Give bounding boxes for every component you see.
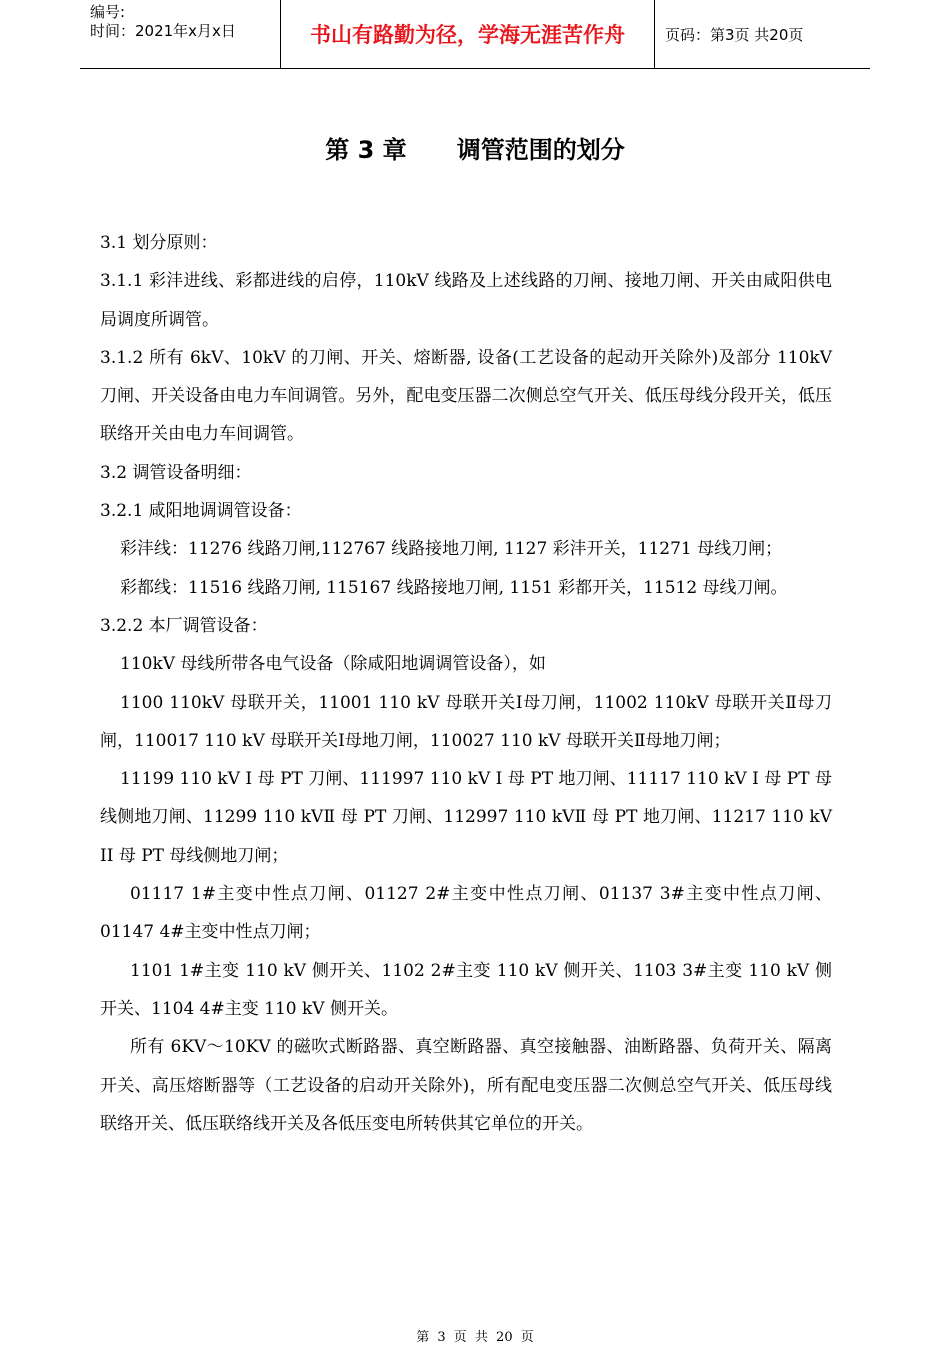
paragraph: 1100 110kV 母联开关，11001 110 kV 母联开关Ⅰ母刀闸，11002 110kV 母联开关Ⅱ母刀闸，110017 110 kV 母联开关Ⅰ母地刀闸，110027 110 kV 母联开关Ⅱ母地刀闸； [100,692,832,751]
paragraph: 110kV 母线所带各电气设备（除咸阳地调调管设备），如 [120,654,546,675]
paragraph: 1101 1#主变 110 kV 侧开关、1102 2#主变 110 kV 侧开关、1103 3#主变 110 kV 侧开关、1104 4#主变 110 kV 侧开关。 [100,960,832,1019]
header-meta-cell [80,0,281,68]
header-motto: 书山有路勤为径，学海无涯苦作舟 [281,0,655,68]
paragraph: 3.2.1 咸阳地调调管设备： [100,501,302,522]
paragraph: 所有 6KV～10KV 的磁吹式断路器、真空断路器、真空接触器、油断路器、负荷开关、隔离开关、高压熔断器等（工艺设备的启动开关除外)，所有配电变压器二次侧总空气开关、低压母线联络开关、低压联络线开关及各低压变电所转供其它单位的开关。 [100,1037,832,1134]
chapter-title: 第 3 章 调管范围的划分 [325,136,625,164]
page-header [80,0,870,69]
document-body [100,224,832,1143]
paragraph: 3.2.2 本厂调管设备： [100,615,268,636]
paragraph: 11199 110 kV I 母 PT 刀闸、111997 110 kV I 母 PT 地刀闸、11117 110 kV I 母 PT 母线侧地刀闸、11299 110 kVⅡ 母 PT 刀闸、112997 110 kVⅡ 母 PT 地刀闸、11217 110 kV II 母 PT 母线侧地刀闸； [100,769,832,866]
paragraph: 彩都线：11516 线路刀闸, 115167 线路接地刀闸, 1151 彩都开关，11512 母线刀闸。 [120,577,788,598]
serial-label: 编号: [90,3,126,21]
paragraph: 3.2 调管设备明细： [100,462,252,483]
paragraph: 3.1.1 彩沣进线、彩都进线的启停，110kV 线路及上述线路的刀闸、接地刀闸、开关由咸阳供电局调度所调管。 [100,271,832,330]
paragraph: 3.1 划分原则： [100,233,218,253]
time-label: 时间：2021年x月x日 [90,22,236,40]
header-page-info: 页码：第3页 共20页 [665,25,804,44]
paragraph: 01117 1#主变中性点刀闸、01127 2#主变中性点刀闸、01137 3#主变中性点刀闸、01147 4#主变中性点刀闸； [100,884,832,943]
paragraph: 3.1.2 所有 6kV、10kV 的刀闸、开关、熔断器, 设备(工艺设备的起动开关除外)及部分 110kV 刀闸、开关设备由电力车间调管。另外，配电变压器二次侧总空气开关、低压母线分段开关，低压联络开关由电力车间调管。 [100,347,832,445]
paragraph: 彩沣线：11276 线路刀闸,112767 线路接地刀闸, 1127 彩沣开关，11271 母线刀闸； [120,539,783,560]
page-footer: 第 3 页 共 20 页 [416,1330,534,1345]
